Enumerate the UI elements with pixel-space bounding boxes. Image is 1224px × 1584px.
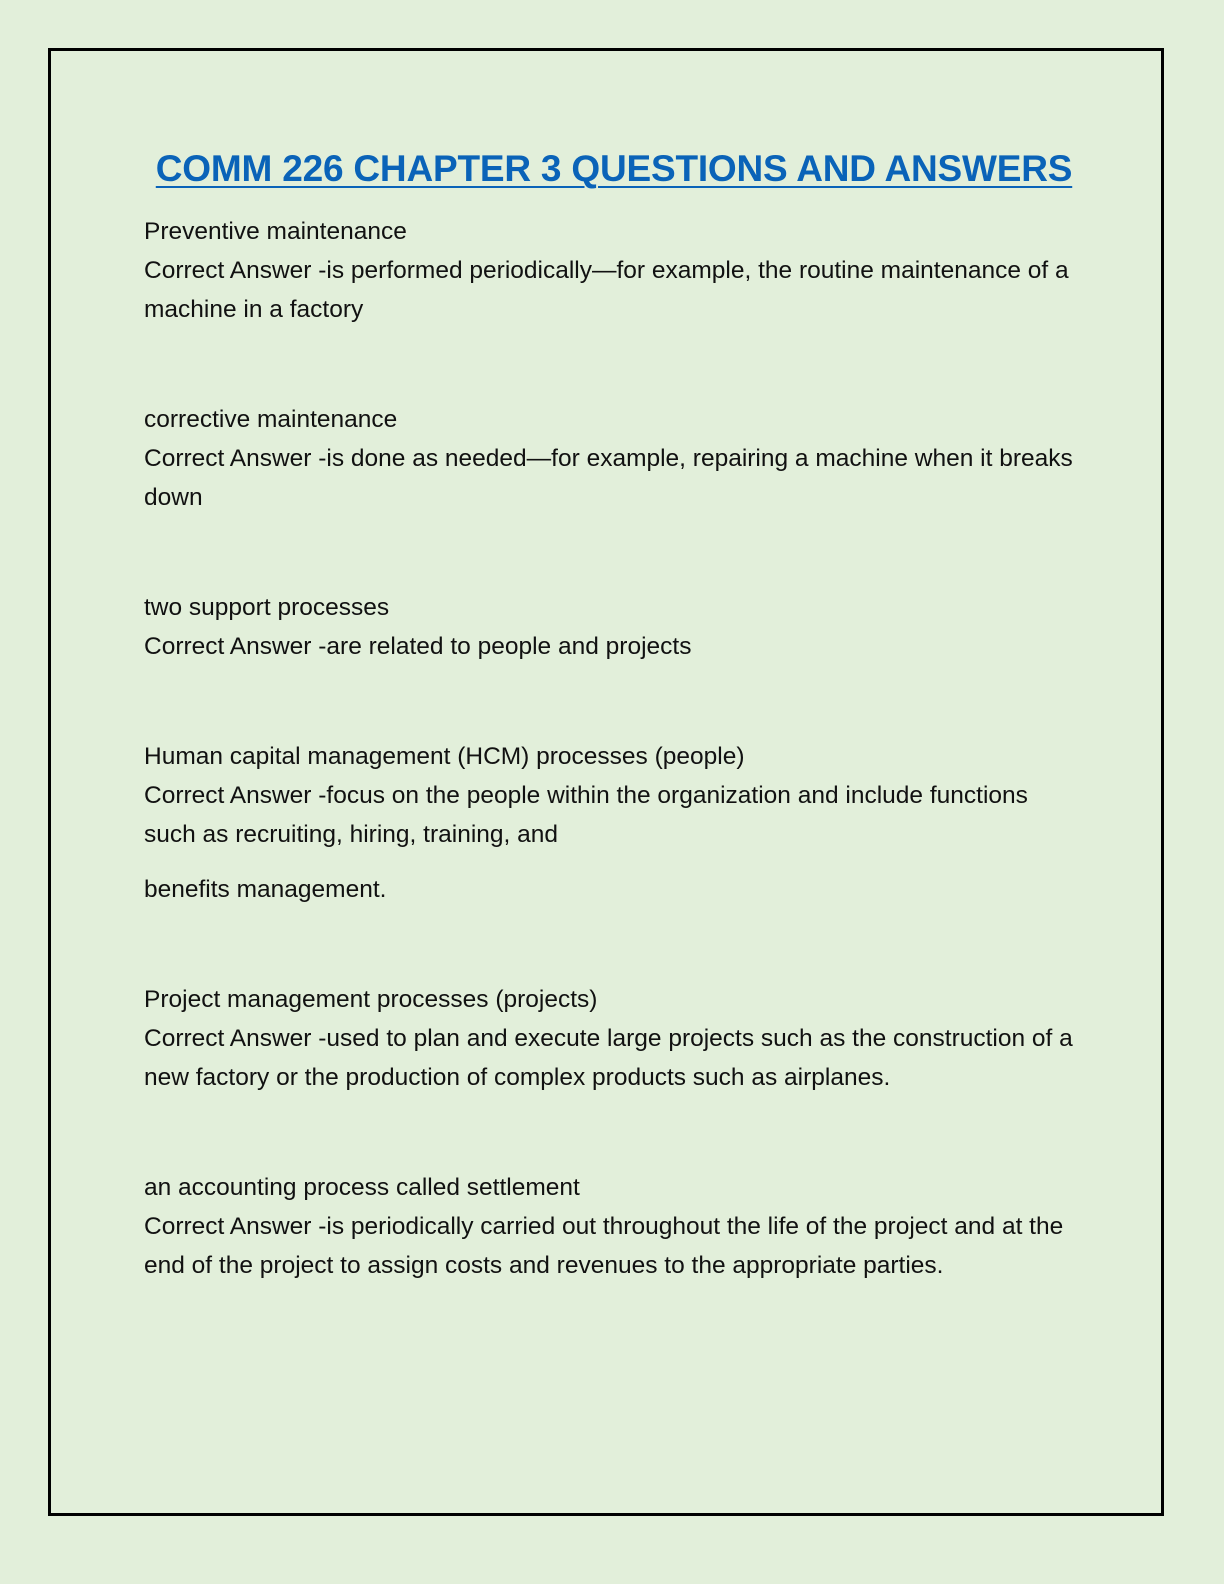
qa-answer: Correct Answer -is performed periodically—for example, the routine maintenance of a machine in a factory (144, 257, 1069, 323)
qa-answer-continued: benefits management. (144, 876, 387, 903)
qa-item (144, 588, 1084, 666)
document-body (144, 148, 1084, 1356)
qa-answer: Correct Answer -are related to people and projects (144, 633, 692, 660)
qa-item (144, 737, 1084, 909)
qa-term: an accounting process called settlement (144, 1174, 580, 1201)
qa-list (144, 212, 1084, 1285)
qa-term: corrective maintenance (144, 406, 398, 433)
qa-term: two support processes (144, 594, 390, 621)
qa-term: Human capital management (HCM) processes (people) (144, 743, 745, 770)
qa-answer: Correct Answer -is done as needed—for example, repairing a machine when it breaks down (144, 445, 1073, 511)
qa-term: Project management processes (projects) (144, 986, 598, 1013)
qa-item (144, 980, 1084, 1097)
qa-item (144, 400, 1084, 517)
page-title: COMM 226 CHAPTER 3 QUESTIONS AND ANSWERS (155, 148, 1073, 189)
qa-answer: Correct Answer -focus on the people within the organization and include functions such as recruiting, hiring, training, and (144, 782, 1028, 848)
qa-item (144, 1168, 1084, 1285)
qa-term: Preventive maintenance (144, 218, 407, 245)
qa-answer: Correct Answer -used to plan and execute large projects such as the construction of a new factory or the production of complex products such as airplanes. (144, 1025, 1073, 1091)
qa-answer: Correct Answer -is periodically carried out throughout the life of the project and at the end of the project to assign costs and revenues to the appropriate parties. (144, 1213, 1064, 1279)
qa-item (144, 212, 1084, 329)
